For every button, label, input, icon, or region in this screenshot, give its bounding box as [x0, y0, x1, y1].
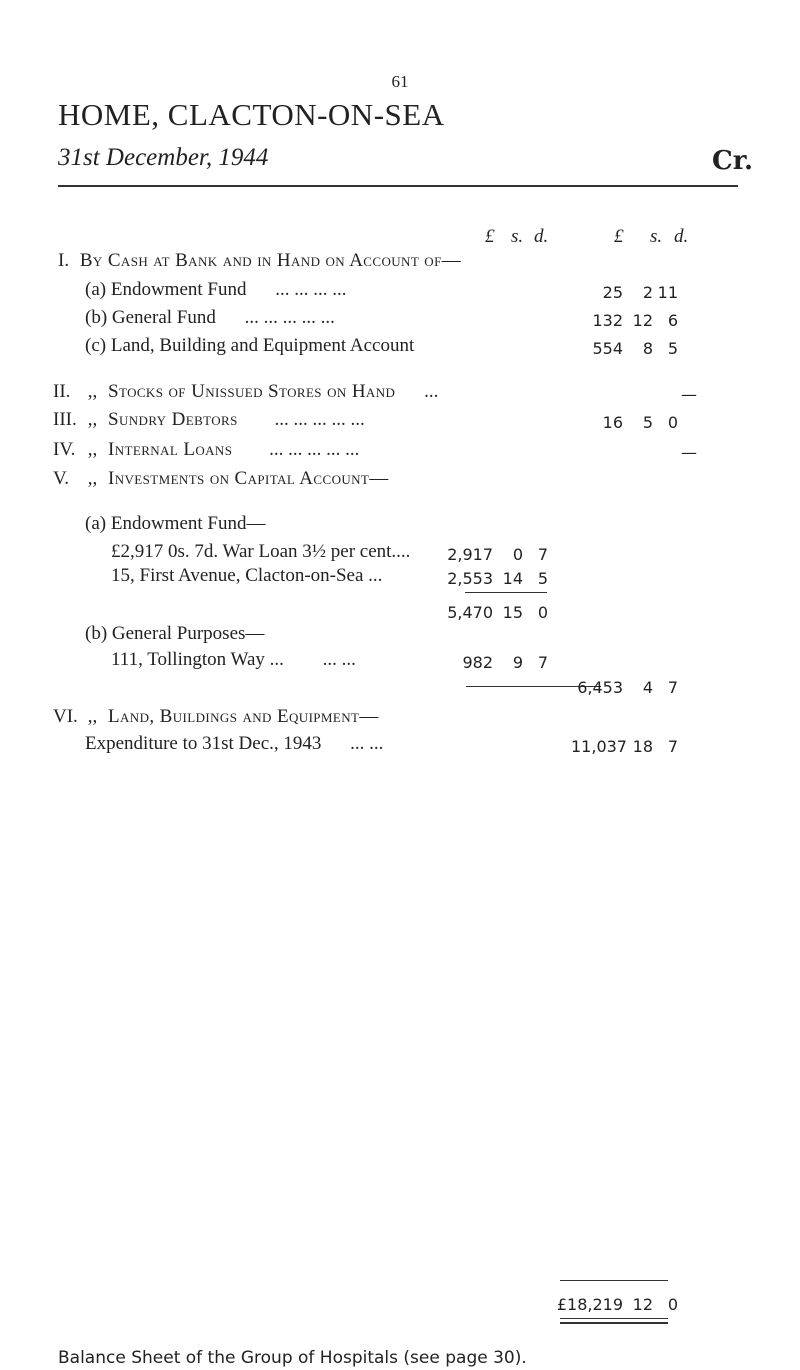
shillings: 18: [632, 737, 653, 756]
section-i-label: By Cash at Bank and in Hand on Account of—: [79, 250, 462, 271]
pence: 6: [667, 311, 678, 330]
pounds: 2,553: [447, 569, 493, 588]
section-v-b-item: [111, 649, 356, 671]
section-v-numeral: V.: [53, 468, 70, 489]
section-vi-amount: [571, 737, 678, 756]
ditto-mark: ,,: [87, 409, 98, 430]
pounds: £18,219: [556, 1295, 623, 1314]
pounds: 5,470: [447, 603, 493, 622]
shillings: 2: [642, 283, 653, 302]
pounds: 16: [602, 413, 623, 432]
section-v-a-item-2-amount: [441, 569, 548, 588]
pence: 5: [667, 339, 678, 358]
item-label: (c) Land, Building and Equipment Account: [85, 335, 415, 356]
section-v-b-label: (b) General Purposes—: [85, 623, 265, 644]
shillings: 12: [632, 311, 653, 330]
col-head-pounds-1: £: [485, 226, 495, 247]
section-v-a-item-1: £2,917 0s. 7d. War Loan 3½ per cent....: [111, 541, 411, 562]
col-head-shillings-2: s.: [650, 226, 663, 247]
pounds: 982: [462, 653, 493, 672]
section-iii-label: Sundry Debtors: [108, 409, 238, 430]
leader-dots: ... ... ... ... ...: [244, 307, 335, 328]
page-number: 61: [391, 72, 409, 91]
grand-total: [551, 1295, 678, 1314]
subtotal-rule: [465, 592, 547, 593]
grand-total-rule-top: [560, 1280, 668, 1281]
shillings: 0: [512, 545, 523, 564]
credit-side-label: Cr.: [712, 146, 754, 176]
section-v-a-subtotal: [441, 603, 548, 622]
section-i-item-a-amount: [571, 283, 678, 302]
section-iii: [53, 409, 365, 431]
section-iv-label: Internal Loans: [108, 439, 233, 460]
pence: 0: [667, 1295, 678, 1314]
page-title: HOME, CLACTON-ON-SEA: [58, 97, 445, 132]
col-head-pence-2: d.: [674, 226, 689, 247]
section-i: [58, 250, 461, 272]
pounds: 554: [592, 339, 623, 358]
pence: 7: [537, 653, 548, 672]
section-i-item-a: [85, 279, 346, 301]
item-label: Expenditure to 31st Dec., 1943: [85, 733, 322, 754]
grand-total-rule-double-2: [560, 1322, 668, 1324]
leader-dots: ... ... ... ...: [275, 279, 347, 300]
section-iv-numeral: IV.: [53, 439, 76, 460]
col-head-shillings-1: s.: [511, 226, 524, 247]
ditto-mark: ,,: [87, 468, 98, 489]
section-iii-amount: [571, 413, 678, 432]
header-rule: [58, 185, 738, 187]
section-vi-label: Land, Buildings and Equipment—: [108, 706, 379, 727]
section-iv-amount: —: [681, 443, 697, 462]
col-head-pence-1: d.: [534, 226, 549, 247]
section-vi: [53, 706, 379, 728]
pence: 5: [537, 569, 548, 588]
shillings: 15: [502, 603, 523, 622]
section-v: [53, 468, 389, 490]
section-ii-amount: —: [681, 385, 697, 404]
section-ii-label: Stocks of Unissued Stores on Hand: [108, 381, 396, 402]
pounds: 132: [592, 311, 623, 330]
leader-dots: ...: [424, 381, 439, 402]
section-ii-numeral: II.: [53, 381, 71, 402]
item-label: 111, Tollington Way ...: [111, 649, 284, 670]
shillings: 5: [642, 413, 653, 432]
pounds: 6,453: [577, 678, 623, 697]
leader-dots: ... ... ... ... ...: [269, 439, 360, 460]
col-head-pounds-2: £: [614, 226, 624, 247]
section-i-item-c-amount: [571, 339, 678, 358]
pence: 11: [657, 283, 678, 302]
shillings: 9: [512, 653, 523, 672]
leader-dots: ... ...: [322, 649, 356, 670]
pence: 0: [667, 413, 678, 432]
pounds: 11,037: [571, 737, 627, 756]
pence: 7: [537, 545, 548, 564]
item-label: (b) General Fund: [85, 307, 216, 328]
pence: 7: [667, 737, 678, 756]
pounds: 2,917: [447, 545, 493, 564]
leader-dots: ... ...: [350, 733, 384, 754]
section-v-label: Investments on Capital Account—: [108, 468, 389, 489]
shillings: 12: [632, 1295, 653, 1314]
section-i-numeral: I.: [58, 250, 70, 271]
shillings: 14: [502, 569, 523, 588]
footer-note: Balance Sheet of the Group of Hospitals (see page 30).: [58, 1348, 527, 1368]
section-iii-numeral: III.: [53, 409, 77, 430]
section-v-b-item-amount: [441, 653, 548, 672]
ditto-mark: ,,: [87, 706, 98, 727]
section-i-item-c: [85, 335, 414, 357]
section-vi-sub: [85, 733, 383, 755]
ditto-mark: ,,: [87, 381, 98, 402]
pence: 0: [537, 603, 548, 622]
statement-date: 31st December, 1944: [58, 144, 269, 171]
leader-dots: ... ... ... ... ...: [274, 409, 365, 430]
grand-total-rule-double-1: [560, 1318, 668, 1319]
pounds: 25: [602, 283, 623, 302]
pence: 7: [667, 678, 678, 697]
section-iv: [53, 439, 359, 461]
item-label: (a) Endowment Fund: [85, 279, 247, 300]
section-ii: [53, 381, 438, 403]
section-v-a-label: (a) Endowment Fund—: [85, 513, 266, 534]
section-v-a-item-2: 15, First Avenue, Clacton-on-Sea ...: [111, 565, 383, 586]
section-i-item-b: [85, 307, 335, 329]
shillings: 8: [642, 339, 653, 358]
section-i-item-b-amount: [571, 311, 678, 330]
ditto-mark: ,,: [87, 439, 98, 460]
section-v-a-item-1-amount: [441, 545, 548, 564]
section-vi-numeral: VI.: [53, 706, 78, 727]
shillings: 4: [642, 678, 653, 697]
section-v-total: [571, 678, 678, 697]
